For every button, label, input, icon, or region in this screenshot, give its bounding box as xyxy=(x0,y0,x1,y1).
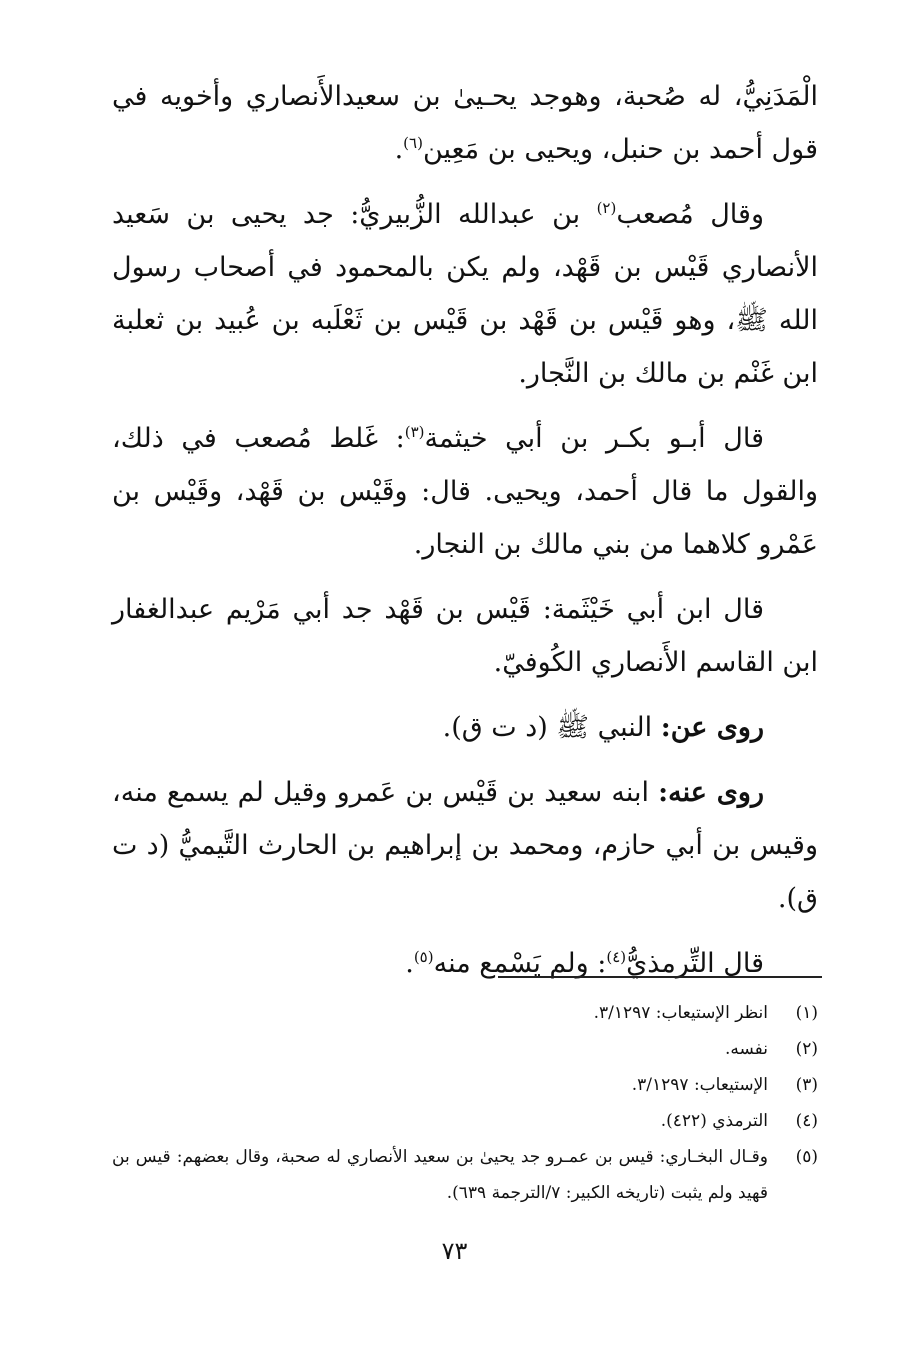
footnote-text: نفسه. xyxy=(724,1039,768,1059)
main-text xyxy=(112,70,818,1002)
page-number: ٧٣ xyxy=(441,1237,468,1265)
footnote-5 xyxy=(112,1139,818,1211)
footnote-ref-5: (٥) xyxy=(413,948,434,966)
paragraph-5-text: النبي ﷺ (د ت ق). xyxy=(442,712,661,743)
paragraph-2-text: بن عبدالله الزُّبيريُّ: جد يحيى بن سَعيد الأنصاري قَيْس بن قَهْد، ولم يكن بالمحمود في أصحاب رسول الله ﷺ، وهو قَيْس بن قَهْد بن قَيْس بن ثَعْلَبه بن عُبيد بن ثعلبة ابن غَنْم بن مالك بن النَّجار. xyxy=(112,199,818,389)
footnote-ref-2: (٢) xyxy=(596,199,617,217)
paragraph-7 xyxy=(112,937,818,990)
paragraph-1-end: . xyxy=(394,134,404,165)
paragraph-6 xyxy=(112,766,818,925)
footnote-4 xyxy=(112,1103,818,1139)
paragraph-4 xyxy=(112,583,818,689)
footnote-1 xyxy=(112,995,818,1031)
footnote-number: (١) xyxy=(795,1003,818,1023)
paragraph-2 xyxy=(112,188,818,400)
paragraph-2-start: وقال مُصعب xyxy=(616,199,764,230)
paragraph-7-start: قال التِّرمذيُّ xyxy=(626,948,764,979)
paragraph-3-start: قال أبـو بكـر بن أبي خيثمة xyxy=(424,423,764,454)
narrated-by-label: روى عنه: xyxy=(658,777,764,808)
paragraph-4-text: قال ابن أبي خَيْثَمة: قَيْس بن قَهْد جد أبي مَرْيم عبدالغفار ابن القاسم الأَنصاري الكُوفيّ. xyxy=(112,594,818,678)
paragraph-3-text: : غَلط مُصعب في ذلك، والقول ما قال أحمد، ويحيى. قال: وقَيْس بن قَهْد، وقَيْس بن عَمْرو كلاهما من بني مالك بن النجار. xyxy=(112,423,818,560)
paragraph-1-text: الْمَدَنِيُّ، له صُحبة، وهوجد يحـيىٰ بن سعيدالأَنصاري وأخويه في قول أحمد بن حنبل، ويحيى بن مَعِين xyxy=(112,81,818,165)
footnote-2 xyxy=(112,1031,818,1067)
footnote-3 xyxy=(112,1067,818,1103)
footnote-number: (٥) xyxy=(795,1147,818,1167)
footnote-number: (٢) xyxy=(795,1039,818,1059)
paragraph-7-end: . xyxy=(405,948,414,979)
paragraph-1 xyxy=(112,70,818,176)
footnote-divider xyxy=(498,976,822,978)
narrated-from-label: روى عن: xyxy=(660,712,764,743)
footnote-text: انظر الإستيعاب: ٣/١٢٩٧. xyxy=(593,1003,768,1023)
footnote-ref-6: (٦) xyxy=(403,134,423,152)
footnote-text: وقـال البخـاري: قيس بن عمـرو جد يحيىٰ بن سعيد الأنصاري له صحبة، وقال بعضهم: قيس بن قهيد ولم يثبت (تاريخه الكبير: ٧/الترجمة ٦٣٩). xyxy=(112,1147,768,1203)
footnote-ref-3: (٣) xyxy=(404,423,425,441)
paragraph-5 xyxy=(112,701,818,754)
footnote-text: الإستيعاب: ٣/١٢٩٧. xyxy=(631,1075,768,1095)
footnote-number: (٤) xyxy=(795,1111,818,1131)
paragraph-6-text: ابنه سعيد بن قَيْس بن عَمرو وقيل لم يسمع منه، وقيس بن أبي حازم، ومحمد بن إبراهيم بن الحارث التَّيميُّ (د ت ق). xyxy=(112,777,818,914)
paragraph-3 xyxy=(112,412,818,571)
footnote-text: الترمذي (٤٢٢). xyxy=(660,1111,768,1131)
paragraph-7-text: : ولم يَسْمع منه xyxy=(433,948,607,979)
footnote-number: (٣) xyxy=(795,1075,818,1095)
footnotes xyxy=(112,995,818,1211)
footnote-ref-4: (٤) xyxy=(606,948,627,966)
